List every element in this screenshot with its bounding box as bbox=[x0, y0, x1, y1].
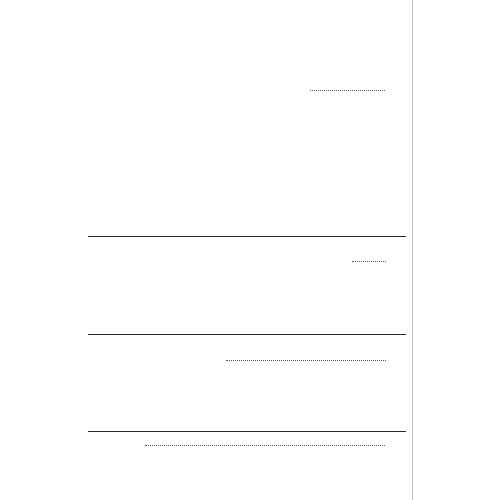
chapter-3-leader bbox=[310, 89, 385, 91]
chapter-5-leader bbox=[226, 359, 386, 361]
divider bbox=[88, 236, 406, 237]
chapter-4-leader bbox=[352, 260, 386, 262]
appendix-leader bbox=[145, 444, 385, 446]
page-edge-line bbox=[412, 0, 413, 500]
divider bbox=[88, 431, 406, 432]
divider bbox=[88, 334, 406, 335]
